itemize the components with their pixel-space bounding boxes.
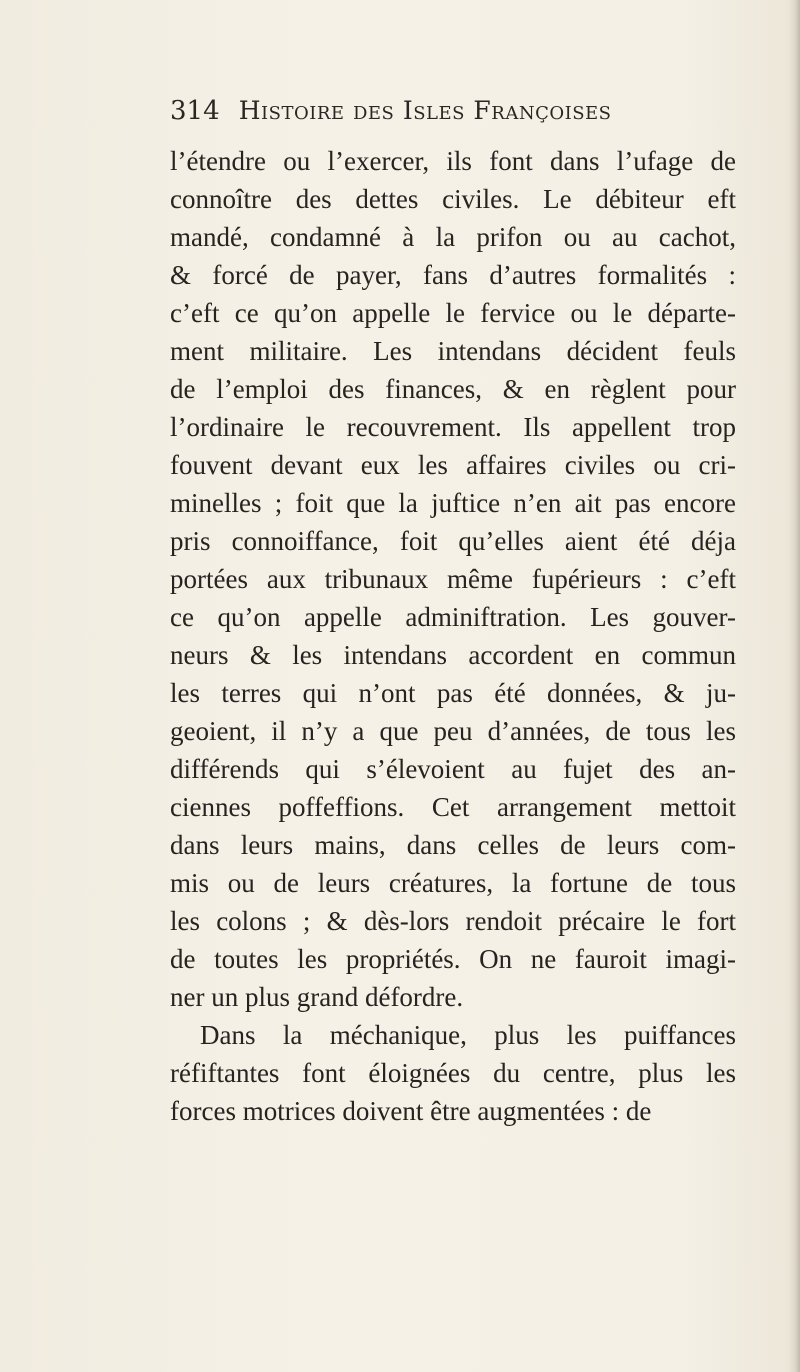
page-header	[170, 96, 730, 136]
text-line: ce qu’on appelle adminiftration. Les gouver-	[170, 602, 736, 632]
text-line: & forcé de payer, fans d’autres formalités :	[170, 260, 736, 290]
text-line: geoient, il n’y a que peu d’années, de tous les	[170, 716, 736, 746]
text-line: les terres qui n’ont pas été données, & ju-	[170, 678, 736, 708]
text-line: fouvent devant eux les affaires civiles ou cri-	[170, 450, 736, 480]
text-line: ner un plus grand défordre.	[170, 982, 464, 1012]
text-line: portées aux tribunaux même fupérieurs : c’eft	[170, 564, 736, 594]
text-line: dans leurs mains, dans celles de leurs com-	[170, 830, 736, 860]
text-line: l’ordinaire le recouvrement. Ils appellent trop	[170, 412, 736, 442]
running-title: Histoire des Isles Françoises	[238, 96, 612, 125]
text-line: l’étendre ou l’exercer, ils font dans l’ufage de	[170, 146, 736, 176]
text-line: pris connoiffance, foit qu’elles aient été déja	[170, 526, 736, 556]
body-text	[170, 142, 736, 1130]
text-line: ciennes poffeffions. Cet arrangement mettoit	[170, 792, 736, 822]
text-line: neurs & les intendans accordent en commun	[170, 640, 736, 670]
text-line: différends qui s’élevoient au fujet des an-	[170, 754, 736, 784]
text-line: minelles ; foit que la juftice n’en ait pas encore	[170, 488, 736, 518]
text-line: les colons ; & dès-lors rendoit précaire le fort	[170, 906, 736, 936]
text-line: c’eft ce qu’on appelle le fervice ou le départe-	[170, 298, 736, 328]
page-edge-shadow	[788, 0, 800, 1372]
page-number: 314	[170, 96, 220, 126]
text-line: ment militaire. Les intendans décident feuls	[170, 336, 736, 366]
text-line: mandé, condamné à la prifon ou au cachot,	[170, 222, 736, 252]
text-line: mis ou de leurs créatures, la fortune de tous	[170, 868, 736, 898]
text-line: forces motrices doivent être augmentées : de	[170, 1096, 652, 1126]
text-line: connoître des dettes civiles. Le débiteur eft	[170, 184, 736, 214]
text-line: Dans la méchanique, plus les puiffances	[200, 1020, 736, 1050]
text-line: de l’emploi des finances, & en règlent pour	[170, 374, 736, 404]
text-line: réfiftantes font éloignées du centre, plus les	[170, 1058, 736, 1088]
text-line: de toutes les propriétés. On ne fauroit imagi-	[170, 944, 736, 974]
